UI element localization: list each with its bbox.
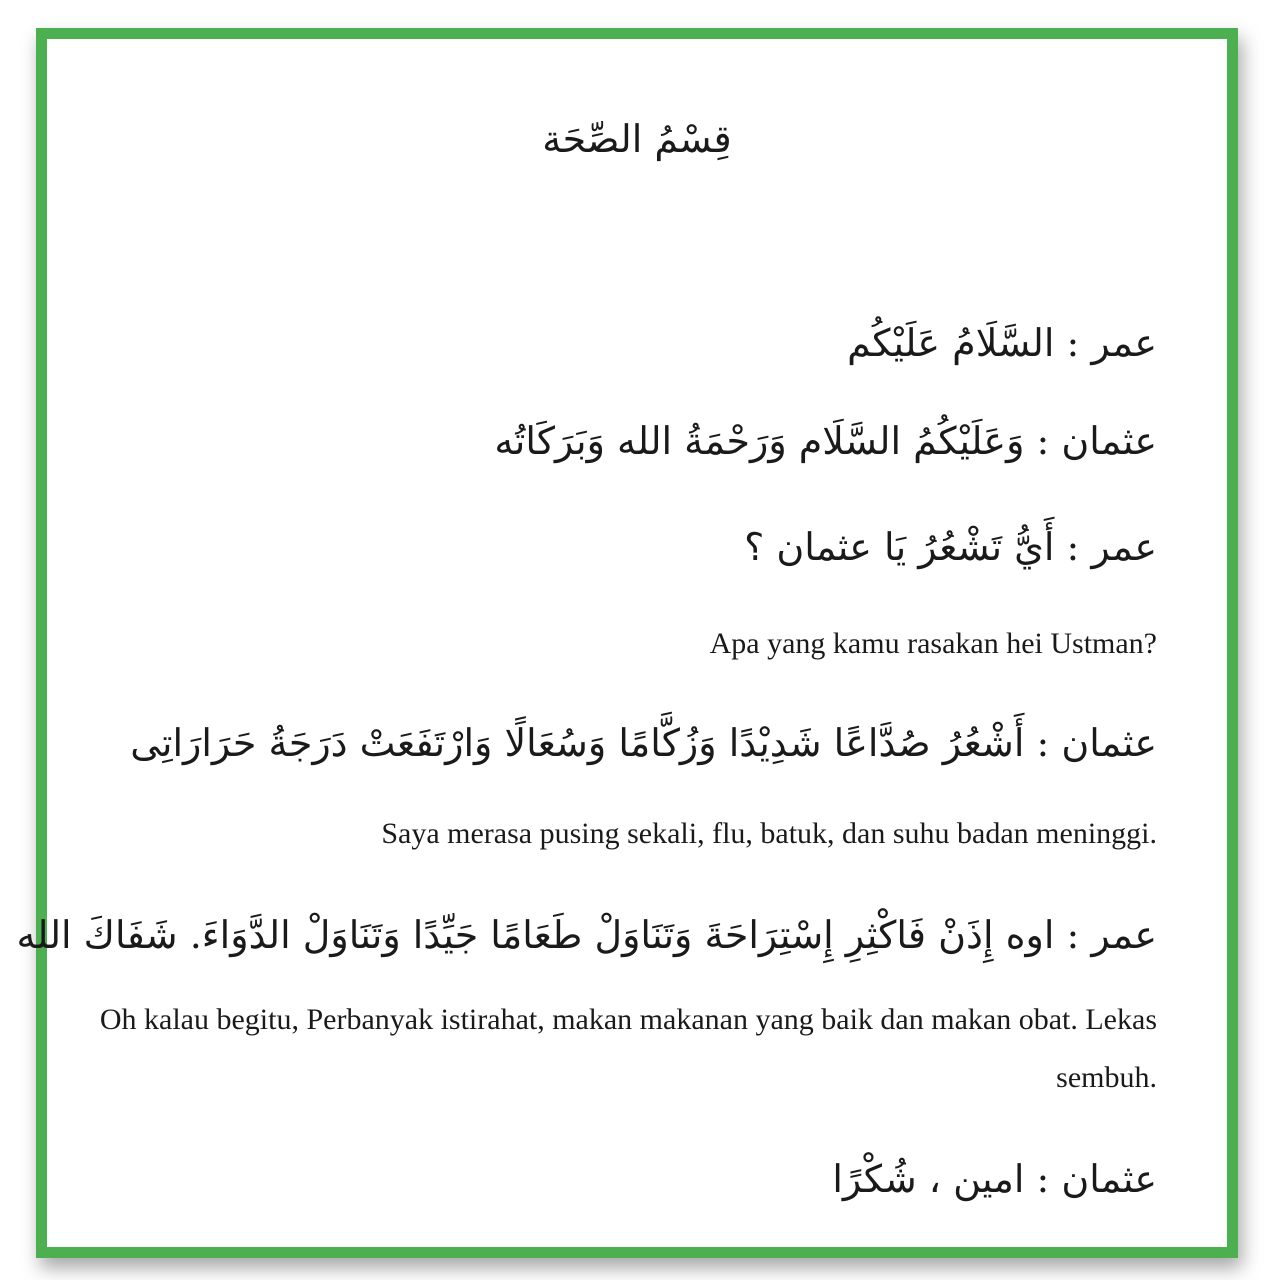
dialogue-line-umar-advice: عمر : اوه إِذَنْ فَاكْثِرِ إِسْتِرَاحَةَ وَتَنَاوَلْ طَعَامًا جَيِّدًا وَتَنَاوَلْ الدَّوَاءَ. شَفَاكَ الله	[16, 913, 1157, 957]
dialogue-line-utsman-thanks: عثمان : امين ، شُكْرًا	[832, 1157, 1157, 1201]
dialogue-line-utsman-reply: عثمان : وَعَلَيْكُمُ السَّلَام وَرَحْمَةُ الله وَبَرَكَاتُه	[494, 419, 1157, 463]
dialogue-line-umar-greeting: عمر : السَّلَامُ عَلَيْكُم	[847, 321, 1157, 365]
page-title: قِسْمُ الصِّحَة	[542, 117, 732, 161]
translation-line-advice: Oh kalau begitu, Perbanyak istirahat, makan makanan yang baik dan makan obat. Lekas sembuh.	[99, 1003, 1157, 1094]
translation-line-symptoms: Saya merasa pusing sekali, flu, batuk, dan suhu badan meninggi.	[381, 817, 1157, 850]
dialogue-line-utsman-symptoms: عثمان : أَشْعُرُ صُدَّاعًا شَدِيْدًا وَزُكَّامًا وَسُعَالًا وَارْتَفَعَتْ دَرَجَةُ حَرَارَاتِى	[130, 721, 1157, 765]
dialogue-line-umar-question: عمر : أَيُّ تَشْعُرُ يَا عثمان ؟	[744, 525, 1157, 569]
document-frame	[16, 28, 1238, 1258]
translation-line-question: Apa yang kamu rasakan hei Ustman?	[709, 627, 1157, 660]
